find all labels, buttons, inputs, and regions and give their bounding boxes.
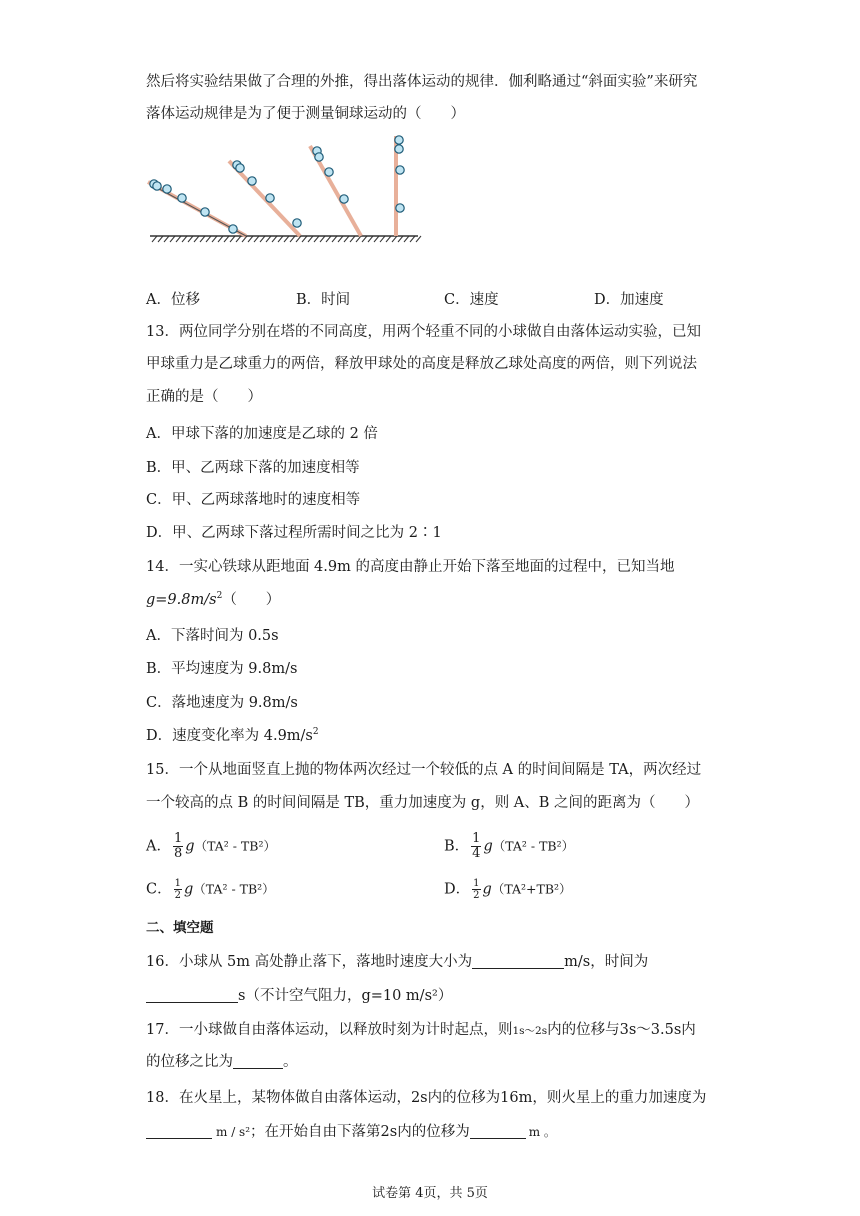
q15-option-a-label: A． — [146, 838, 171, 855]
q13-line2: 甲球重力是乙球重力的两倍，释放甲球处的高度是释放乙球处高度的两倍，则下列说法 — [146, 356, 697, 372]
copper-balls — [150, 136, 404, 233]
q18-blank-acceleration[interactable] — [146, 1122, 212, 1139]
q14-paren: （ ） — [222, 592, 281, 608]
q15-option-b-label: B． — [444, 838, 470, 855]
copper-ball — [248, 177, 256, 185]
q15-option-a-expr: （TA² - TB²） — [194, 838, 276, 854]
copper-ball — [340, 195, 348, 203]
hatch-mark — [248, 236, 253, 242]
q14-option-a[interactable]: A．下落时间为 0.5s — [146, 628, 279, 644]
hatch-mark — [290, 236, 295, 242]
q14-line1: 14．一实心铁球从距地面 4.9m 的高度由静止开始下落至地面的过程中，已知当地 — [146, 559, 675, 575]
ramp-1 — [148, 182, 246, 236]
hatch-mark — [170, 236, 175, 242]
hatch-mark — [188, 236, 193, 242]
copper-ball — [153, 182, 161, 190]
copper-ball — [395, 145, 403, 153]
q16-text-1: 16．小球从 5m 高处静止落下，落地时速度大小为 — [146, 954, 473, 970]
ground-hatch — [152, 236, 421, 242]
q17-text-1: 17．一小球做自由落体运动，以释放时刻为计时起点，则 — [146, 1022, 513, 1038]
ramp-3 — [310, 146, 361, 236]
q16-text-3: s（不计空气阻力，g=10 m/s²） — [238, 988, 453, 1004]
copper-ball — [266, 194, 274, 202]
q17-line2 — [146, 1052, 298, 1072]
q18-unit: m / s² — [216, 1125, 251, 1139]
ramp-1-edge — [150, 184, 246, 236]
q13-line3: 正确的是（ ） — [146, 389, 262, 405]
hatch-mark — [350, 236, 355, 242]
copper-ball — [396, 204, 404, 212]
q12-line1: 然后将实验结果做了合理的外推，得出落体运动的规律．伽利略通过“斜面实验”来研究 — [146, 74, 698, 90]
q14-option-b[interactable]: B．平均速度为 9.8m/s — [146, 661, 298, 677]
hatch-mark — [200, 236, 205, 242]
hatch-mark — [164, 236, 169, 242]
copper-ball — [315, 153, 323, 161]
hatch-mark — [380, 236, 385, 242]
hatch-mark — [218, 236, 223, 242]
copper-ball — [178, 194, 186, 202]
copper-ball — [201, 208, 209, 216]
q17-interval-2: 3s～3.5s — [619, 1022, 682, 1038]
q13-option-b[interactable]: B．甲、乙两球下落的加速度相等 — [146, 460, 360, 476]
hatch-mark — [362, 236, 367, 242]
q14-option-c[interactable]: C．落地速度为 9.8m/s — [146, 695, 298, 711]
q15-option-d-label: D． — [444, 881, 471, 898]
hatch-mark — [356, 236, 361, 242]
q12-option-d[interactable]: D．加速度 — [594, 292, 664, 308]
hatch-mark — [416, 236, 421, 242]
page-footer: 试卷第 4页，共 5页 — [372, 1186, 488, 1201]
q16-blank-speed[interactable] — [472, 952, 564, 969]
q18-blank-displacement[interactable] — [470, 1122, 526, 1139]
q15-option-c-expr: （TA² - TB²） — [193, 881, 275, 897]
q12-option-b[interactable]: B．时间 — [296, 292, 351, 308]
copper-ball — [293, 219, 301, 227]
hatch-mark — [320, 236, 325, 242]
hatch-mark — [260, 236, 265, 242]
hatch-mark — [152, 236, 157, 242]
q18-text-2: ；在开始自由下落第2s内的位移为 — [250, 1124, 470, 1140]
q14-option-d-sup: 2 — [312, 727, 319, 737]
q17-text-5: 。 — [283, 1054, 298, 1070]
q17-blank-ratio[interactable] — [233, 1052, 283, 1069]
q16-text-2: m/s，时间为 — [564, 954, 649, 970]
q15-line1: 15．一个从地面竖直上抛的物体两次经过一个较低的点 A 的时间间隔是 TA，两次经过 — [146, 762, 702, 778]
q14-option-d[interactable] — [146, 726, 319, 746]
q15-option-b-g: g — [483, 838, 493, 855]
q14-option-d-text: D．速度变化率为 4.9m/s — [146, 728, 313, 744]
q18-text-3: m 。 — [528, 1125, 556, 1139]
q14-line2 — [146, 590, 280, 610]
hatch-mark — [230, 236, 235, 242]
q13-option-c[interactable]: C．甲、乙两球落地时的速度相等 — [146, 492, 361, 508]
hatch-mark — [314, 236, 319, 242]
hatch-mark — [302, 236, 307, 242]
hatch-mark — [386, 236, 391, 242]
q15-option-c-label: C． — [146, 881, 172, 898]
q15-option-d-fraction: $\frac{1}{2}$ — [473, 878, 480, 901]
q15-option-a-g: g — [185, 838, 195, 855]
q15-option-c-g: g — [183, 881, 194, 898]
q15-option-a-fraction: $\frac{1}{8}$ — [173, 831, 183, 861]
ramp-2 — [229, 161, 300, 236]
q14-g-sup: 2 — [216, 591, 223, 601]
section-title-fill-in: 二、填空题 — [146, 920, 214, 936]
q14-g-value: g=9.8m/s — [146, 592, 217, 608]
q17-text-4: 的位移之比为 — [146, 1054, 233, 1070]
hatch-mark — [254, 236, 259, 242]
hatch-mark — [368, 236, 373, 242]
q15-option-a[interactable] — [146, 832, 276, 861]
q12-line2: 落体运动规律是为了便于测量铜球运动的（ ） — [146, 106, 465, 122]
hatch-mark — [392, 236, 397, 242]
hatch-mark — [266, 236, 271, 242]
hatch-mark — [296, 236, 301, 242]
copper-ball — [395, 136, 403, 144]
q13-line1: 13．两位同学分别在塔的不同高度，用两个轻重不同的小球做自由落体运动实验，已知 — [146, 324, 701, 340]
hatch-mark — [308, 236, 313, 242]
q16-blank-time[interactable] — [146, 986, 238, 1003]
q15-option-c-fraction: $\frac{1}{2}$ — [174, 878, 181, 901]
hatch-mark — [272, 236, 277, 242]
q13-option-a[interactable]: A．甲球下落的加速度是乙球的 2 倍 — [146, 426, 378, 442]
copper-ball — [325, 168, 333, 176]
q13-option-d[interactable]: D．甲、乙两球下落过程所需时间之比为 2∶1 — [146, 525, 442, 541]
q15-option-b-fraction: $\frac{1}{4}$ — [472, 831, 481, 861]
hatch-mark — [182, 236, 187, 242]
q17-interval-1: 1s～2s — [512, 1025, 548, 1037]
q12-option-c[interactable]: C．速度 — [444, 292, 499, 308]
copper-ball — [313, 147, 321, 155]
hatch-mark — [374, 236, 379, 242]
q17-line1 — [146, 1020, 696, 1041]
q15-option-d[interactable] — [444, 878, 572, 901]
copper-ball — [150, 180, 158, 188]
q15-line2: 一个较高的点 B 的时间间隔是 TB，重力加速度为 g，则 A、B 之间的距离为（ ） — [146, 795, 700, 811]
hatch-mark — [326, 236, 331, 242]
hatch-mark — [278, 236, 283, 242]
hatch-mark — [224, 236, 229, 242]
copper-ball — [233, 161, 241, 169]
q18-line1: 18．在火星上，某物体做自由落体运动，2s内的位移为16m，则火星上的重力加速度为 — [146, 1090, 707, 1106]
copper-ball — [396, 166, 404, 174]
hatch-mark — [398, 236, 403, 242]
q15-option-c[interactable] — [146, 878, 275, 901]
q15-option-b-expr: （TA² - TB²） — [492, 838, 575, 854]
hatch-mark — [242, 236, 247, 242]
q16-line1 — [146, 952, 648, 972]
q15-option-d-g: g — [482, 881, 492, 898]
hatch-mark — [158, 236, 163, 242]
q17-text-3: 内 — [681, 1022, 696, 1038]
hatch-mark — [332, 236, 337, 242]
hatch-mark — [236, 236, 241, 242]
hatch-mark — [410, 236, 415, 242]
q17-text-2: 内的位移与 — [547, 1022, 620, 1038]
hatch-mark — [404, 236, 409, 242]
hatch-mark — [338, 236, 343, 242]
hatch-mark — [212, 236, 217, 242]
copper-ball — [229, 225, 237, 233]
hatch-mark — [194, 236, 199, 242]
hatch-mark — [176, 236, 181, 242]
q15-option-b[interactable] — [444, 832, 574, 861]
hatch-mark — [284, 236, 289, 242]
q12-option-a[interactable]: A．位移 — [146, 292, 200, 308]
q18-line2 — [146, 1122, 556, 1142]
copper-ball — [163, 185, 171, 193]
hatch-mark — [206, 236, 211, 242]
q15-option-d-expr: （TA²+TB²） — [491, 881, 572, 897]
copper-ball — [236, 164, 244, 172]
hatch-mark — [344, 236, 349, 242]
q16-line2 — [146, 986, 452, 1006]
